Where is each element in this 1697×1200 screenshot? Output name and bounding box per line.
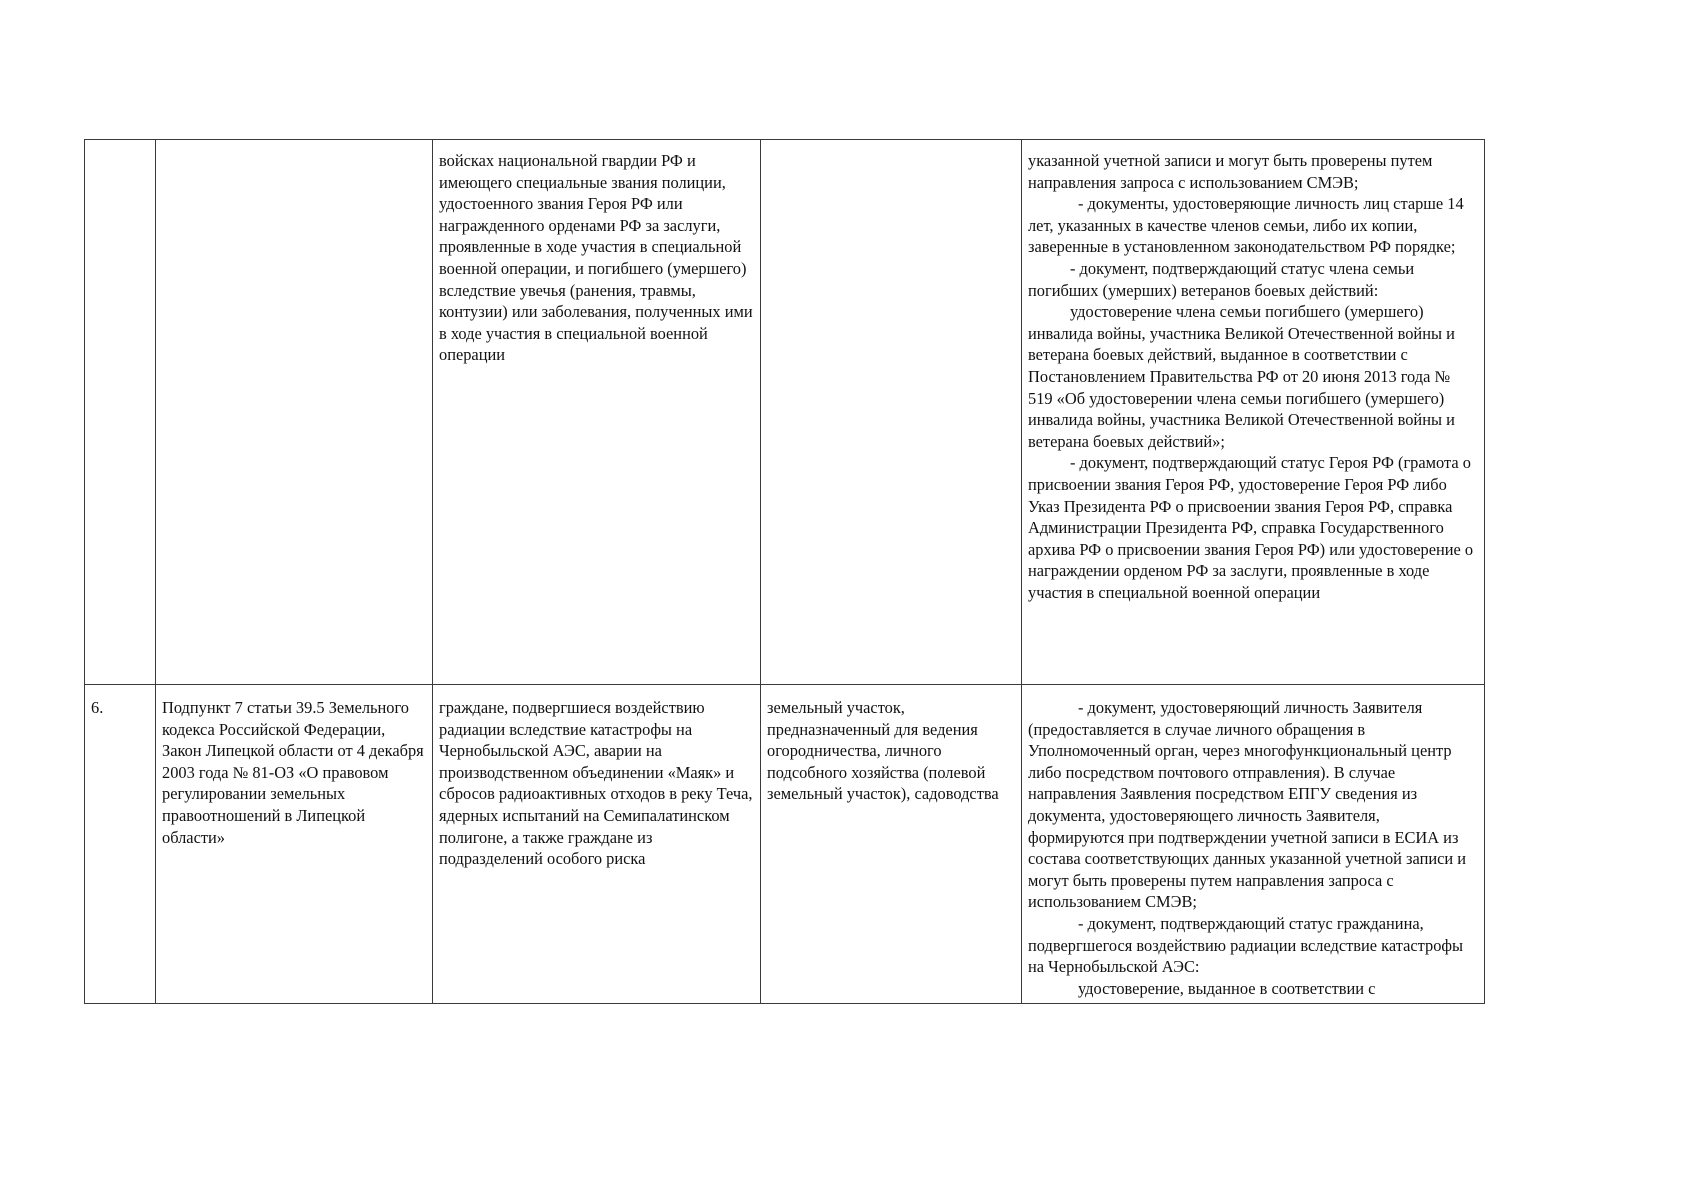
document-paragraph: удостоверение, выданное в соответствии с — [1078, 978, 1376, 998]
cell-required-documents — [1022, 140, 1485, 685]
cell-land-purpose: земельный участок, предназначенный для ведения огородничества, личного подсобного хозяйства (полевой земельный участок), садоводства — [761, 685, 1022, 1004]
cell-applicant-category: граждане, подвергшиеся воздействию радиации вследствие катастрофы на Чернобыльской АЭС, аварии на производственном объединении «Маяк» и сбросов радиоактивных отходов в реку Теча, ядерных испытаний на Семипалатинском полигоне, а также граждане из подразделений особого риска — [433, 685, 761, 1004]
table-row — [85, 140, 1485, 685]
cell-applicant-category: войсках национальной гвардии РФ и имеющего специальные звания полиции, удостоенного звания Героя РФ или награжденного орденами РФ за заслуги, проявленные в ходе участия в специальной военной операции, и погибшего (умершего) вследствие увечья (ранения, травмы, контузии) или заболевания, полученных ими в ходе участия в специальной военной операции — [433, 140, 761, 685]
document-paragraph: указанной учетной записи и могут быть проверены путем направления запроса с использованием СМЭВ; — [1028, 151, 1433, 192]
cell-number — [85, 140, 156, 685]
cell-legal-basis — [156, 140, 433, 685]
cell-required-documents — [1022, 685, 1485, 1004]
document-paragraph: - документ, подтверждающий статус члена семьи погибших (умерших) ветеранов боевых действий: — [1028, 258, 1415, 300]
cell-number: 6. — [85, 685, 156, 1004]
document-paragraph: - документы, удостоверяющие личность лиц старше 14 лет, указанных в качестве членов семьи, либо их копии, заверенные в установленном законодательством РФ порядке; — [1028, 194, 1464, 257]
document-paragraph: удостоверение члена семьи погибшего (умершего) инвалида войны, участника Великой Отечественной войны и ветерана боевых действий, выданное в соответствии с Постановлением Правительства РФ от 20 июня 2013 года № 519 «Об удостоверении члена семьи погибшего (умершего) инвалида войны, участника Великой Отечественной войны и ветерана боевых действий»; — [1028, 302, 1455, 451]
table-row — [85, 685, 1485, 1004]
document-paragraph: - документ, подтверждающий статус Героя РФ (грамота о присвоении звания Героя РФ, удостоверение Героя РФ либо Указ Президента РФ о присвоении звания Героя РФ, справка Администрации Президента РФ, справка Государственного архива РФ о присвоении звания Героя РФ) или удостоверение о награждении орденом РФ за заслуги, проявленные в ходе участия в специальной военной операции — [1028, 453, 1474, 602]
document-paragraph: - документ, удостоверяющий личность Заявителя (предоставляется в случае личного обращения в Уполномоченный орган, через многофункциональный центр либо посредством почтового отправления). В случае направления Заявления посредством ЕПГУ сведения из документа, удостоверяющего личность Заявителя, формируются при подтверждении учетной записи в ЕСИА из состава соответствующих данных указанной учетной записи и могут быть проверены путем направления запроса с использованием СМЭВ; — [1028, 698, 1467, 912]
document-paragraph: - документ, подтверждающий статус гражданина, подвергшегося воздействию радиации вследствие катастрофы на Чернобыльской АЭС: — [1028, 913, 1464, 977]
document-table — [84, 139, 1485, 1004]
cell-legal-basis: Подпункт 7 статьи 39.5 Земельного кодекса Российской Федерации, Закон Липецкой области от 4 декабря 2003 года № 81-ОЗ «О правовом регулировании земельных правоотношений в Липецкой области» — [156, 685, 433, 1004]
cell-land-purpose — [761, 140, 1022, 685]
